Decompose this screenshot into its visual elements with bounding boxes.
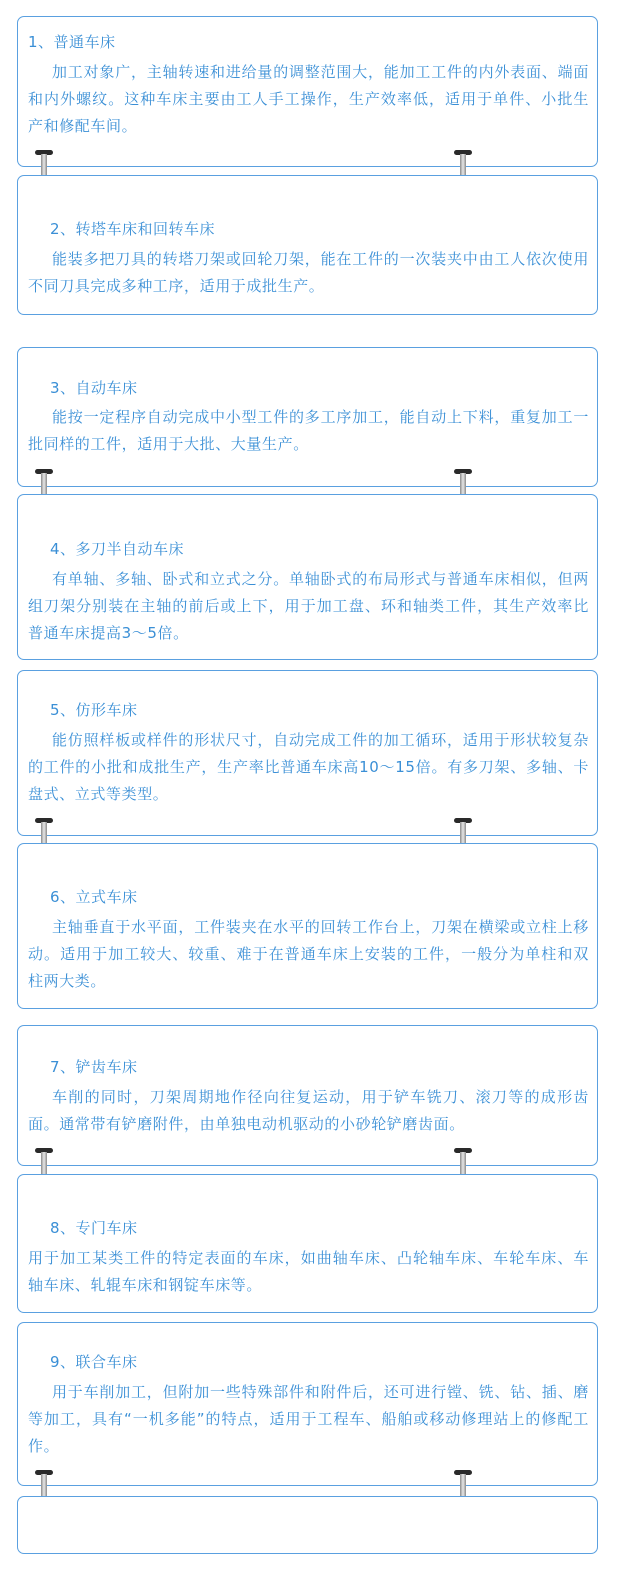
section-card-1 (17, 16, 598, 167)
section-card-empty (17, 1496, 598, 1554)
section-card-5 (17, 670, 598, 836)
section-card-9 (17, 1322, 598, 1486)
section-title: 6、立式车床 (50, 888, 138, 906)
section-title: 4、多刀半自动车床 (50, 540, 185, 558)
section-body: 用于加工某类工件的特定表面的车床，如曲轴车床、凸轮轴车床、车轮车床、车轴车床、轧辊车床和钢锭车床等。 (28, 1249, 589, 1294)
section-body: 有单轴、多轴、卧式和立式之分。单轴卧式的布局形式与普通车床相似，但两组刀架分别装在主轴的前后或上下，用于加工盘、环和轴类工件，其生产效率比普通车床提高3～5倍。 (28, 570, 589, 642)
section-body: 能仿照样板或样件的形状尺寸，自动完成工件的加工循环，适用于形状较复杂的工件的小批和成批生产，生产率比普通车床高10～15倍。有多刀架、多轴、卡盘式、立式等类型。 (28, 731, 589, 803)
section-card-6 (17, 843, 598, 1009)
section-card-7 (17, 1025, 598, 1166)
section-card-2 (17, 175, 598, 315)
section-body: 主轴垂直于水平面，工件装夹在水平的回转工作台上，刀架在横梁或立柱上移动。适用于加工较大、较重、难于在普通车床上安装的工件，一般分为单柱和双柱两大类。 (28, 918, 589, 990)
section-title: 1、普通车床 (28, 33, 116, 51)
section-card-8 (17, 1174, 598, 1313)
section-body: 加工对象广，主轴转速和进给量的调整范围大，能加工工件的内外表面、端面和内外螺纹。这种车床主要由工人手工操作，生产效率低，适用于单件、小批生产和修配车间。 (28, 63, 589, 135)
section-body: 用于车削加工，但附加一些特殊部件和附件后，还可进行镗、铣、钻、插、磨等加工，具有“一机多能”的特点，适用于工程车、船舶或移动修理站上的修配工作。 (28, 1383, 589, 1455)
section-title: 2、转塔车床和回转车床 (50, 220, 216, 238)
section-body: 能装多把刀具的转塔刀架或回轮刀架，能在工件的一次装夹中由工人依次使用不同刀具完成多种工序，适用于成批生产。 (28, 250, 589, 295)
section-title: 3、自动车床 (50, 379, 138, 397)
section-card-4 (17, 494, 598, 660)
section-title: 8、专门车床 (50, 1219, 138, 1237)
section-title: 7、铲齿车床 (50, 1058, 138, 1076)
section-title: 5、仿形车床 (50, 701, 138, 719)
section-title: 9、联合车床 (50, 1353, 138, 1371)
section-body: 能按一定程序自动完成中小型工件的多工序加工，能自动上下料，重复加工一批同样的工件，适用于大批、大量生产。 (28, 408, 589, 453)
section-body: 车削的同时，刀架周期地作径向往复运动，用于铲车铣刀、滚刀等的成形齿面。通常带有铲磨附件，由单独电动机驱动的小砂轮铲磨齿面。 (28, 1088, 589, 1133)
section-card-3 (17, 347, 598, 487)
